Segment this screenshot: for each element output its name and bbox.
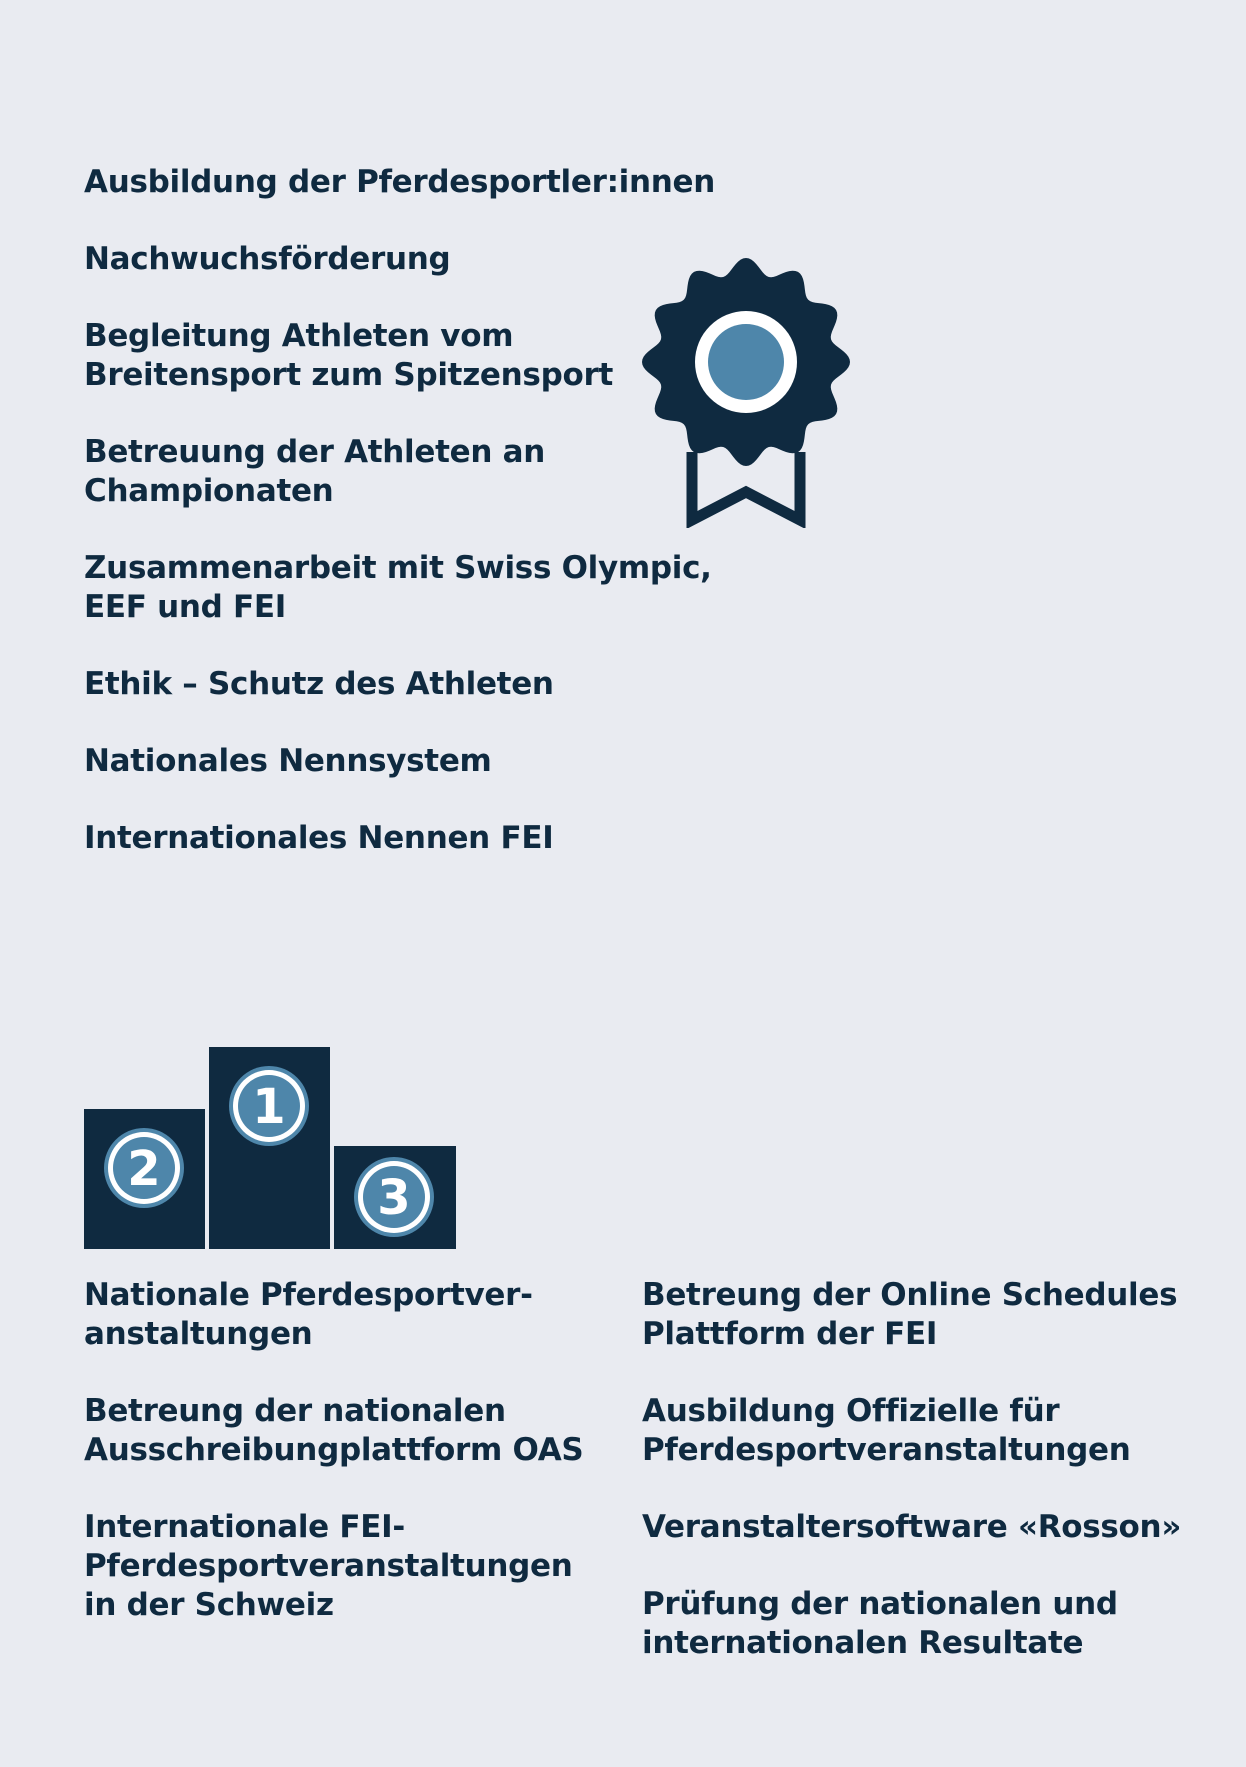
services-list-bottom-left bbox=[84, 1276, 614, 1663]
list-item: Nachwuchsförderung bbox=[84, 241, 451, 277]
list-item: Nationale Pferdesportver- anstaltungen bbox=[84, 1277, 533, 1352]
award-rosette-icon bbox=[640, 256, 852, 528]
list-item: Internationale FEI- Pferdesportveranstaltungen in der Schweiz bbox=[84, 1509, 573, 1623]
list-item: Betreung der nationalen Ausschreibungplattform OAS bbox=[84, 1393, 584, 1468]
place-1-label: 1 bbox=[252, 1079, 286, 1135]
list-item: Ausbildung der Pferdesportler:innen bbox=[84, 164, 716, 200]
list-item: Ethik – Schutz des Athleten bbox=[84, 666, 554, 702]
place-3-label: 3 bbox=[377, 1170, 411, 1226]
list-item: Betreuung der Athleten an Championaten bbox=[84, 434, 545, 509]
podium-icon bbox=[84, 1047, 456, 1249]
list-item: Nationales Nennsystem bbox=[84, 743, 492, 779]
place-2-badge bbox=[104, 1128, 184, 1208]
list-item: Veranstaltersoftware «Rosson» bbox=[642, 1509, 1182, 1545]
place-1-badge bbox=[229, 1066, 309, 1146]
place-3-badge bbox=[354, 1157, 434, 1237]
list-item: Begleitung Athleten vom Breitensport zum Spitzensport bbox=[84, 318, 613, 393]
place-2-label: 2 bbox=[127, 1141, 161, 1197]
list-item: Ausbildung Offizielle für Pferdesportveranstaltungen bbox=[642, 1393, 1131, 1468]
services-list-top bbox=[84, 163, 724, 896]
list-item: Betreung der Online Schedules Plattform der FEI bbox=[642, 1277, 1178, 1352]
list-item: Internationales Nennen FEI bbox=[84, 820, 554, 856]
list-item: Prüfung der nationalen und internationalen Resultate bbox=[642, 1586, 1118, 1661]
services-list-bottom-right bbox=[642, 1276, 1202, 1701]
list-item: Zusammenarbeit mit Swiss Olympic, EEF und FEI bbox=[84, 550, 712, 625]
